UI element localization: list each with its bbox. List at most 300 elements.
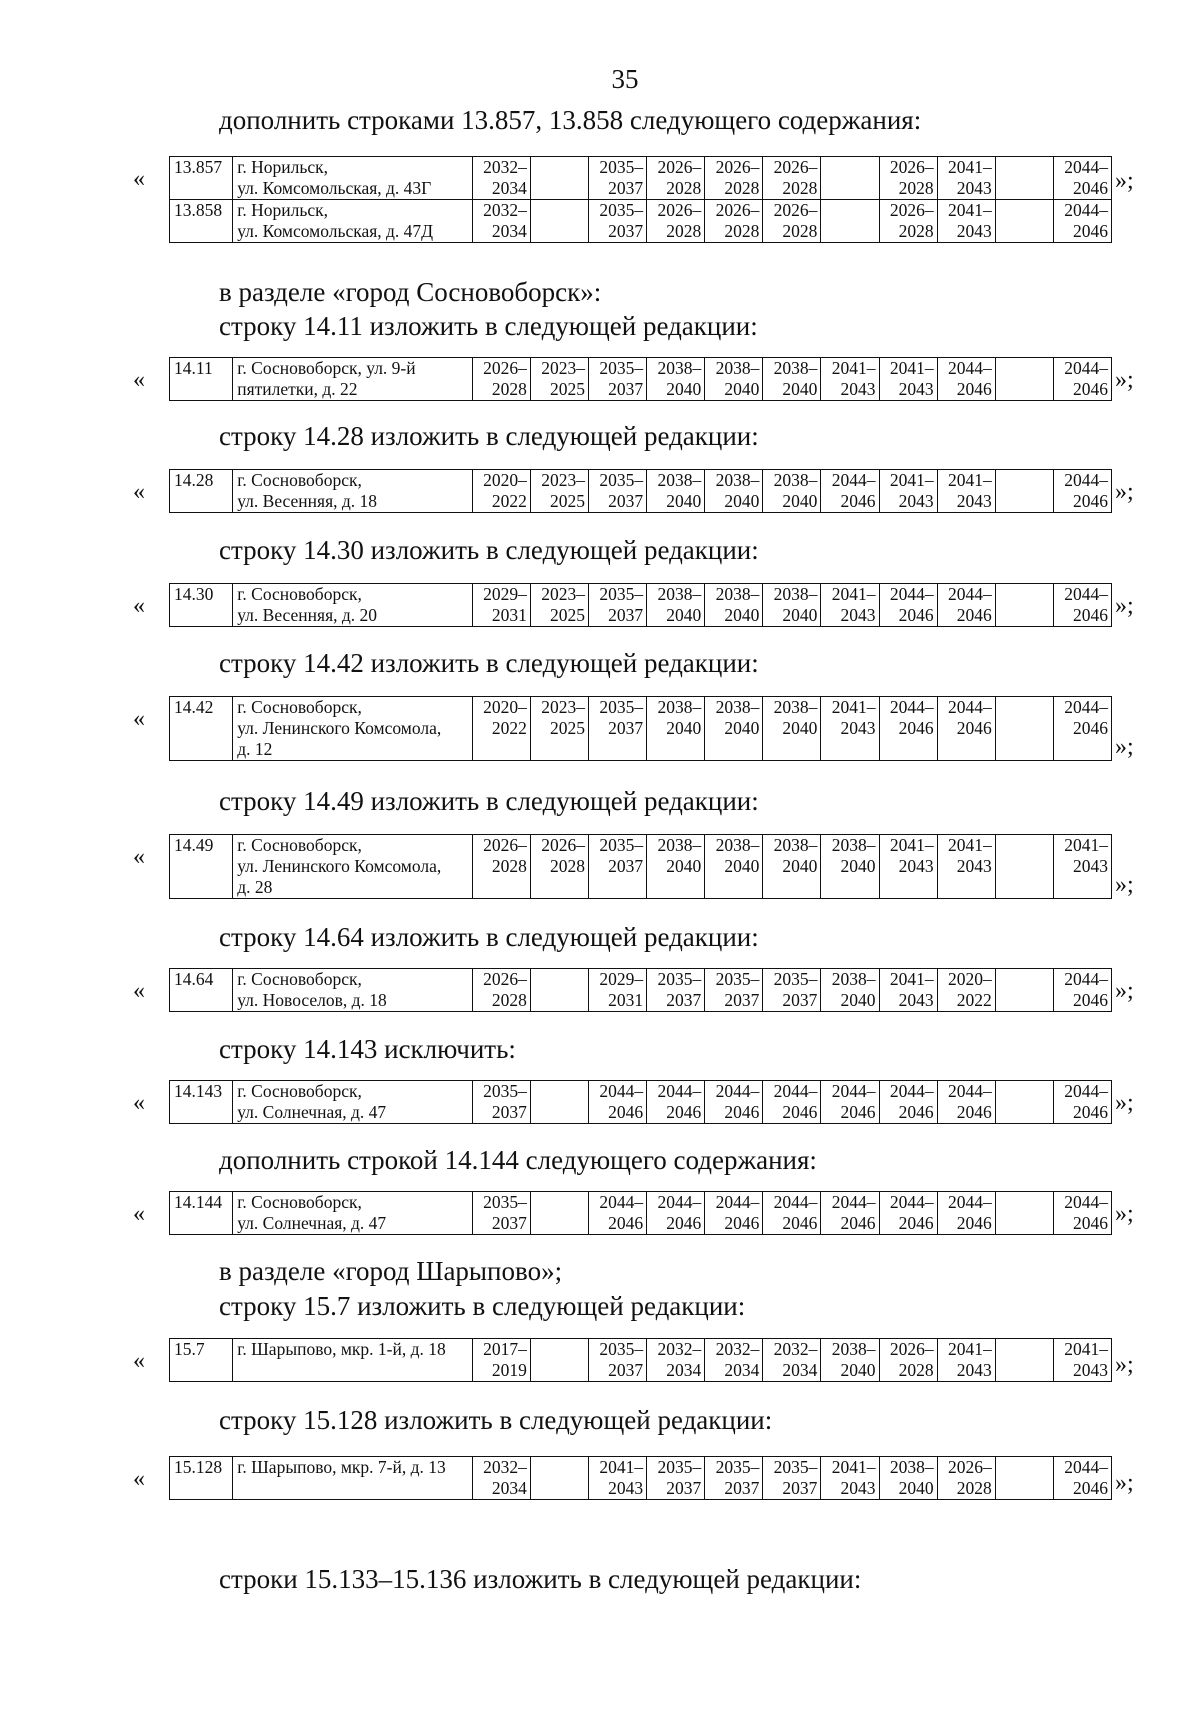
year-end: 2037: [608, 718, 644, 738]
year-start: 2044–: [948, 697, 992, 717]
year-range-cell: [995, 358, 1053, 401]
year-range-cell: [530, 358, 588, 401]
year-range-cell: [472, 1457, 530, 1500]
year-end: [998, 1478, 1050, 1499]
row-address: [233, 969, 473, 1012]
year-range-cell: [588, 1457, 646, 1500]
year-range-cell: [705, 697, 763, 761]
year-range-cell: [937, 470, 995, 513]
year-end: 2043: [840, 379, 876, 399]
year-range-cell: [995, 1192, 1053, 1235]
year-range-cell: [995, 697, 1053, 761]
year-end: 2037: [608, 491, 644, 511]
year-range-cell: [705, 1081, 763, 1124]
year-start: [533, 1339, 585, 1360]
year-start: 2035–: [599, 1339, 644, 1359]
opening-quote: «: [133, 1348, 145, 1374]
year-end: 2043: [956, 491, 992, 511]
year-range-cell: [763, 1192, 821, 1235]
opening-quote: «: [133, 1466, 145, 1492]
year-range-cell: [821, 1457, 879, 1500]
closing-quote: »;: [1115, 872, 1134, 898]
amendment-table: [169, 696, 1112, 761]
year-start: 2041–: [948, 200, 992, 220]
amendment-table: [169, 583, 1112, 627]
address-line: ул. Солнечная, д. 47: [237, 1102, 387, 1122]
year-end: 2025: [549, 491, 585, 511]
year-end: 2028: [491, 379, 527, 399]
year-end: 2046: [840, 491, 876, 511]
year-end: [823, 178, 875, 199]
year-end: 2046: [608, 1213, 644, 1233]
row-number: 14.64: [170, 969, 233, 1012]
row-number: 14.28: [170, 470, 233, 513]
year-end: 2046: [956, 1102, 992, 1122]
year-range-cell: [530, 835, 588, 899]
year-end: 2028: [724, 221, 760, 241]
year-range-cell: [763, 835, 821, 899]
year-end: 2046: [1073, 990, 1108, 1010]
year-range-cell: [763, 697, 821, 761]
year-range-cell: [588, 157, 646, 200]
year-end: [998, 379, 1050, 400]
year-start: 2041–: [831, 584, 876, 604]
year-end: 2046: [840, 1213, 876, 1233]
section-heading: строку 14.143 исключить:: [219, 1034, 516, 1064]
section-heading: строку 14.42 изложить в следующей редакции:: [219, 648, 759, 678]
year-range-cell: [647, 697, 705, 761]
year-range-cell: [588, 470, 646, 513]
year-end: 2034: [724, 1360, 760, 1380]
year-end: 2040: [724, 856, 760, 876]
address-line: ул. Комсомольская, д. 47Д: [237, 221, 434, 241]
year-start: 2023–: [541, 584, 585, 604]
year-end: [823, 221, 875, 242]
year-start: 2044–: [889, 1081, 934, 1101]
year-start: 2041–: [948, 835, 992, 855]
year-end: 2046: [1073, 1213, 1108, 1233]
year-end: 2043: [608, 1478, 644, 1498]
year-end: 2037: [666, 1478, 702, 1498]
year-start: 2026–: [483, 969, 527, 989]
year-start: 2044–: [1064, 1457, 1108, 1477]
year-end: 2046: [666, 1102, 702, 1122]
row-address: [233, 470, 473, 513]
year-range-cell: [588, 1192, 646, 1235]
year-start: 2044–: [1064, 358, 1108, 378]
year-range-cell: [647, 1081, 705, 1124]
year-start: 2026–: [889, 157, 934, 177]
year-start: 2035–: [773, 1457, 818, 1477]
year-end: [533, 1478, 585, 1499]
opening-quote: «: [133, 593, 145, 619]
year-start: 2035–: [483, 1081, 527, 1101]
year-range-cell: [763, 1457, 821, 1500]
year-start: [533, 200, 585, 221]
year-start: 2041–: [1064, 835, 1108, 855]
year-range-cell: [995, 157, 1053, 200]
year-range-cell: [647, 1339, 705, 1382]
year-end: 2040: [666, 379, 702, 399]
year-end: 2028: [898, 1360, 934, 1380]
year-start: 2035–: [715, 969, 760, 989]
amendment-table: [169, 469, 1112, 513]
year-range-cell: [821, 358, 879, 401]
year-end: 2046: [782, 1102, 818, 1122]
year-end: 2022: [491, 491, 527, 511]
year-end: 2046: [898, 605, 934, 625]
year-end: 2046: [956, 718, 992, 738]
year-end: 2037: [608, 379, 644, 399]
year-start: [998, 157, 1050, 178]
year-start: 2038–: [715, 358, 760, 378]
year-range-cell: [763, 1339, 821, 1382]
year-end: 2028: [782, 221, 818, 241]
year-range-cell: [472, 200, 530, 243]
year-end: 2046: [898, 718, 934, 738]
year-start: 2035–: [599, 200, 644, 220]
year-start: [998, 358, 1050, 379]
year-start: 2041–: [889, 470, 934, 490]
year-end: [533, 1213, 585, 1234]
section-heading: дополнить строкой 14.144 следующего содержания:: [219, 1145, 817, 1175]
year-end: 2028: [898, 178, 934, 198]
closing-quote: »;: [1115, 1352, 1134, 1378]
address-line: г. Норильск,: [237, 157, 329, 177]
year-range-cell: [937, 969, 995, 1012]
year-end: 2043: [898, 379, 934, 399]
year-start: 2041–: [948, 1339, 992, 1359]
year-range-cell: [1053, 1457, 1111, 1500]
year-start: 2044–: [889, 1192, 934, 1212]
year-range-cell: [588, 969, 646, 1012]
year-start: 2032–: [483, 157, 527, 177]
year-start: 2044–: [831, 1192, 876, 1212]
year-range-cell: [1053, 358, 1111, 401]
year-range-cell: [530, 200, 588, 243]
year-end: 2043: [898, 491, 934, 511]
year-end: 2040: [782, 605, 818, 625]
year-start: 2026–: [715, 157, 760, 177]
address-line: д. 28: [237, 877, 273, 897]
year-range-cell: [1053, 584, 1111, 627]
section-heading: дополнить строками 13.857, 13.858 следующего содержания:: [219, 105, 922, 135]
year-end: 2037: [608, 1360, 644, 1380]
year-start: 2038–: [657, 697, 702, 717]
opening-quote: «: [133, 166, 145, 192]
year-end: 2034: [666, 1360, 702, 1380]
year-start: 2026–: [541, 835, 585, 855]
year-start: 2023–: [541, 697, 585, 717]
year-start: 2038–: [657, 358, 702, 378]
year-range-cell: [821, 157, 879, 200]
year-range-cell: [937, 697, 995, 761]
year-end: 2043: [956, 221, 992, 241]
year-start: 2038–: [831, 969, 876, 989]
year-start: 2032–: [483, 200, 527, 220]
year-range-cell: [647, 200, 705, 243]
year-range-cell: [1053, 1192, 1111, 1235]
section-heading: строку 15.7 изложить в следующей редакции:: [219, 1291, 746, 1321]
year-range-cell: [879, 157, 937, 200]
year-end: 2046: [840, 1102, 876, 1122]
year-end: 2040: [666, 856, 702, 876]
year-end: 2028: [724, 178, 760, 198]
year-end: 2040: [666, 491, 702, 511]
year-end: 2046: [724, 1102, 760, 1122]
section-heading: в разделе «город Шарыпово»;: [219, 1256, 563, 1286]
year-end: 2028: [898, 221, 934, 241]
year-start: 2026–: [657, 200, 702, 220]
year-end: 2043: [1073, 1360, 1108, 1380]
year-end: 2034: [491, 178, 527, 198]
year-start: 2041–: [831, 697, 876, 717]
year-range-cell: [705, 1457, 763, 1500]
year-start: 2044–: [1064, 470, 1108, 490]
row-number: 15.7: [170, 1339, 233, 1382]
row-number: 14.143: [170, 1081, 233, 1124]
year-start: 2041–: [889, 835, 934, 855]
amendment-table: [169, 357, 1112, 401]
year-range-cell: [937, 1081, 995, 1124]
year-range-cell: [647, 1457, 705, 1500]
year-end: 2028: [491, 990, 527, 1010]
year-start: 2044–: [831, 470, 876, 490]
year-start: 2044–: [948, 584, 992, 604]
year-start: 2035–: [599, 584, 644, 604]
row-address: [233, 697, 473, 761]
year-start: [533, 1081, 585, 1102]
address-line: ул. Ленинского Комсомола,: [237, 718, 442, 738]
year-range-cell: [472, 157, 530, 200]
year-end: 2040: [782, 379, 818, 399]
address-line: ул. Солнечная, д. 47: [237, 1213, 387, 1233]
year-start: [998, 1457, 1050, 1478]
year-start: 2044–: [599, 1192, 644, 1212]
year-end: 2025: [549, 379, 585, 399]
year-range-cell: [995, 1339, 1053, 1382]
year-start: 2038–: [773, 697, 818, 717]
year-end: [533, 178, 585, 199]
year-range-cell: [1053, 969, 1111, 1012]
year-start: 2044–: [1064, 200, 1108, 220]
year-end: 2043: [1073, 856, 1108, 876]
year-range-cell: [530, 584, 588, 627]
year-end: 2046: [1073, 1478, 1108, 1498]
section-heading: строку 14.30 изложить в следующей редакции:: [219, 535, 759, 565]
year-end: 2031: [491, 605, 527, 625]
table-row: [170, 1339, 1112, 1382]
year-range-cell: [588, 835, 646, 899]
year-range-cell: [995, 200, 1053, 243]
year-start: 2041–: [1064, 1339, 1108, 1359]
table-row: [170, 584, 1112, 627]
year-range-cell: [937, 1192, 995, 1235]
year-start: 2041–: [889, 969, 934, 989]
year-start: 2017–: [483, 1339, 527, 1359]
year-range-cell: [763, 157, 821, 200]
year-range-cell: [647, 1192, 705, 1235]
year-end: [998, 1360, 1050, 1381]
year-end: [998, 990, 1050, 1011]
year-end: 2040: [840, 990, 876, 1010]
section-heading: строку 15.128 изложить в следующей редакции:: [219, 1405, 773, 1435]
address-line: ул. Весенняя, д. 18: [237, 491, 378, 511]
table-row: [170, 157, 1112, 200]
year-start: 2026–: [773, 157, 818, 177]
year-range-cell: [937, 1339, 995, 1382]
year-start: 2032–: [773, 1339, 818, 1359]
year-end: [998, 1213, 1050, 1234]
year-end: 2028: [782, 178, 818, 198]
year-start: 2026–: [715, 200, 760, 220]
year-end: 2043: [898, 856, 934, 876]
year-end: 2037: [491, 1213, 527, 1233]
year-end: [533, 221, 585, 242]
year-end: 2037: [608, 856, 644, 876]
year-range-cell: [647, 157, 705, 200]
year-end: [533, 1102, 585, 1123]
year-range-cell: [588, 1081, 646, 1124]
closing-quote: »;: [1115, 1201, 1134, 1227]
year-range-cell: [472, 1192, 530, 1235]
year-start: 2038–: [715, 835, 760, 855]
year-end: 2022: [956, 990, 992, 1010]
year-start: [533, 969, 585, 990]
table-row: [170, 470, 1112, 513]
year-start: 2038–: [657, 584, 702, 604]
year-range-cell: [472, 835, 530, 899]
row-address: [233, 200, 473, 243]
year-start: [998, 1339, 1050, 1360]
year-range-cell: [879, 1457, 937, 1500]
year-start: 2041–: [948, 157, 992, 177]
year-range-cell: [588, 697, 646, 761]
year-start: 2041–: [948, 470, 992, 490]
year-start: 2035–: [599, 835, 644, 855]
year-start: [998, 835, 1050, 856]
year-end: 2037: [608, 605, 644, 625]
amendment-table: [169, 1191, 1112, 1235]
opening-quote: «: [133, 1201, 145, 1227]
year-start: 2044–: [1064, 1192, 1108, 1212]
year-range-cell: [472, 584, 530, 627]
year-range-cell: [763, 200, 821, 243]
row-address: [233, 1081, 473, 1124]
year-end: 2028: [491, 856, 527, 876]
address-line: г. Шарыпово, мкр. 7-й, д. 13: [237, 1457, 446, 1477]
year-start: 2044–: [773, 1081, 818, 1101]
closing-quote: »;: [1115, 1470, 1134, 1496]
year-start: 2026–: [483, 358, 527, 378]
year-start: 2044–: [1064, 584, 1108, 604]
year-end: 2028: [549, 856, 585, 876]
year-range-cell: [821, 200, 879, 243]
year-end: 2040: [782, 718, 818, 738]
year-end: 2046: [666, 1213, 702, 1233]
row-number: 14.49: [170, 835, 233, 899]
year-range-cell: [821, 835, 879, 899]
year-end: 2037: [724, 1478, 760, 1498]
year-start: [998, 200, 1050, 221]
row-address: [233, 358, 473, 401]
year-start: 2020–: [948, 969, 992, 989]
year-range-cell: [472, 1081, 530, 1124]
year-start: 2038–: [715, 697, 760, 717]
year-range-cell: [879, 1081, 937, 1124]
year-start: 2044–: [715, 1081, 760, 1101]
year-start: 2044–: [1064, 697, 1108, 717]
year-range-cell: [879, 200, 937, 243]
year-range-cell: [821, 584, 879, 627]
row-number: 13.858: [170, 200, 233, 243]
address-line: пятилетки, д. 22: [237, 379, 358, 399]
year-range-cell: [647, 358, 705, 401]
year-start: 2035–: [715, 1457, 760, 1477]
address-line: ул. Комсомольская, д. 43Г: [237, 178, 432, 198]
year-range-cell: [937, 157, 995, 200]
year-end: 2040: [666, 718, 702, 738]
year-range-cell: [530, 157, 588, 200]
closing-quote: »;: [1115, 1090, 1134, 1116]
year-range-cell: [1053, 157, 1111, 200]
address-line: г. Сосновоборск,: [237, 1081, 362, 1101]
year-end: 2046: [956, 605, 992, 625]
year-range-cell: [763, 969, 821, 1012]
year-end: 2037: [724, 990, 760, 1010]
year-start: 2038–: [889, 1457, 934, 1477]
year-end: 2043: [840, 605, 876, 625]
year-start: 2032–: [715, 1339, 760, 1359]
year-range-cell: [530, 1192, 588, 1235]
year-start: [533, 157, 585, 178]
year-start: 2044–: [657, 1081, 702, 1101]
year-range-cell: [705, 200, 763, 243]
year-start: 2044–: [889, 697, 934, 717]
year-start: [998, 697, 1050, 718]
year-end: 2046: [956, 379, 992, 399]
year-start: 2038–: [773, 470, 818, 490]
year-range-cell: [763, 584, 821, 627]
year-start: 2026–: [657, 157, 702, 177]
year-start: 2035–: [483, 1192, 527, 1212]
year-end: 2043: [898, 990, 934, 1010]
year-start: [998, 1081, 1050, 1102]
year-end: 2046: [1073, 1102, 1108, 1122]
table-row: [170, 1457, 1112, 1500]
year-end: 2046: [1073, 491, 1108, 511]
year-range-cell: [705, 1339, 763, 1382]
year-range-cell: [879, 969, 937, 1012]
year-range-cell: [705, 157, 763, 200]
year-range-cell: [472, 470, 530, 513]
year-end: 2037: [608, 221, 644, 241]
year-range-cell: [530, 697, 588, 761]
year-start: [998, 1192, 1050, 1213]
year-range-cell: [472, 969, 530, 1012]
address-line: г. Сосновоборск,: [237, 697, 362, 717]
year-end: 2046: [608, 1102, 644, 1122]
row-number: 13.857: [170, 157, 233, 200]
year-end: [998, 1102, 1050, 1123]
year-range-cell: [705, 835, 763, 899]
year-end: 2040: [724, 718, 760, 738]
year-end: 2043: [840, 718, 876, 738]
year-start: [533, 1192, 585, 1213]
year-range-cell: [879, 697, 937, 761]
year-range-cell: [879, 358, 937, 401]
row-address: [233, 1192, 473, 1235]
